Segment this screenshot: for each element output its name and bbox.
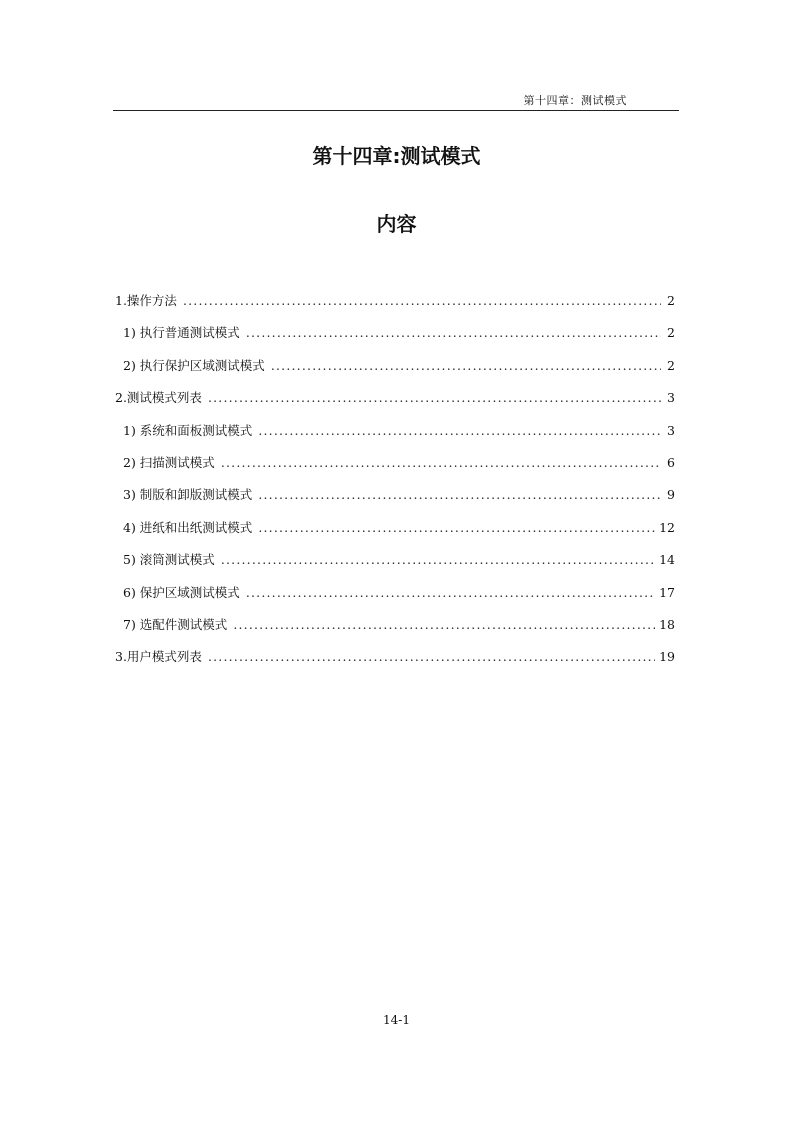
toc-entry[interactable] [115,647,675,679]
toc-entry-label: 4) 进纸和出纸测试模式 [123,519,253,535]
toc-dot-leader [258,485,661,505]
toc-dot-leader [258,421,661,441]
toc-entry[interactable] [115,291,675,323]
toc-dot-leader [183,291,661,311]
toc-entry-page: 3 [667,390,675,406]
toc-entry-label: 5) 滚筒测试模式 [123,552,215,568]
toc-entry[interactable] [115,388,675,420]
toc-entry-page: 14 [659,552,675,568]
toc-entry-page: 2 [667,325,675,341]
toc-dot-leader [271,356,661,376]
toc-entry-page: 2 [667,357,675,373]
page-header [113,94,679,111]
contents-heading: 内容 [376,212,417,236]
toc-entry-label: 3) 制版和卸版测试模式 [123,487,253,503]
toc-entry-page: 6 [667,454,675,470]
toc-entry-page: 19 [659,649,675,665]
toc-entry-label: 7) 选配件测试模式 [123,616,228,632]
toc-dot-leader [258,518,655,538]
toc-dot-leader [246,323,661,343]
chapter-title: 第十四章:测试模式 [312,144,481,168]
toc-entry[interactable] [115,323,675,355]
toc-entry[interactable] [115,518,675,550]
toc-entry-label: 1) 执行普通测试模式 [123,325,240,341]
toc-entry[interactable] [115,485,675,517]
toc-entry-page: 2 [667,293,675,308]
toc-entry[interactable] [115,421,675,453]
toc-entry-page: 12 [659,519,675,535]
toc-dot-leader [221,453,661,473]
table-of-contents [115,291,675,680]
toc-dot-leader [233,615,655,635]
toc-entry-label: 3.用户模式列表 [115,649,202,665]
toc-entry-page: 18 [659,616,675,632]
toc-entry-page: 3 [667,422,675,438]
toc-entry[interactable] [115,583,675,615]
running-header-title: 第十四章：测试模式 [523,94,627,107]
toc-entry-label: 6) 保护区域测试模式 [123,584,240,600]
toc-entry-label: 2.测试模式列表 [115,390,202,406]
toc-entry[interactable] [115,453,675,485]
toc-entry-page: 17 [659,584,675,600]
toc-dot-leader [221,550,655,570]
toc-dot-leader [208,647,655,667]
toc-entry-page: 9 [667,487,675,503]
toc-entry-label: 1.操作方法 [115,293,177,308]
toc-dot-leader [208,388,661,408]
toc-entry[interactable] [115,550,675,582]
page-number: 14-1 [383,1013,410,1027]
toc-dot-leader [246,583,655,603]
toc-entry[interactable] [115,356,675,388]
toc-entry-label: 2) 执行保护区域测试模式 [123,357,265,373]
toc-entry-label: 1) 系统和面板测试模式 [123,422,253,438]
toc-entry-label: 2) 扫描测试模式 [123,454,215,470]
toc-entry[interactable] [115,615,675,647]
